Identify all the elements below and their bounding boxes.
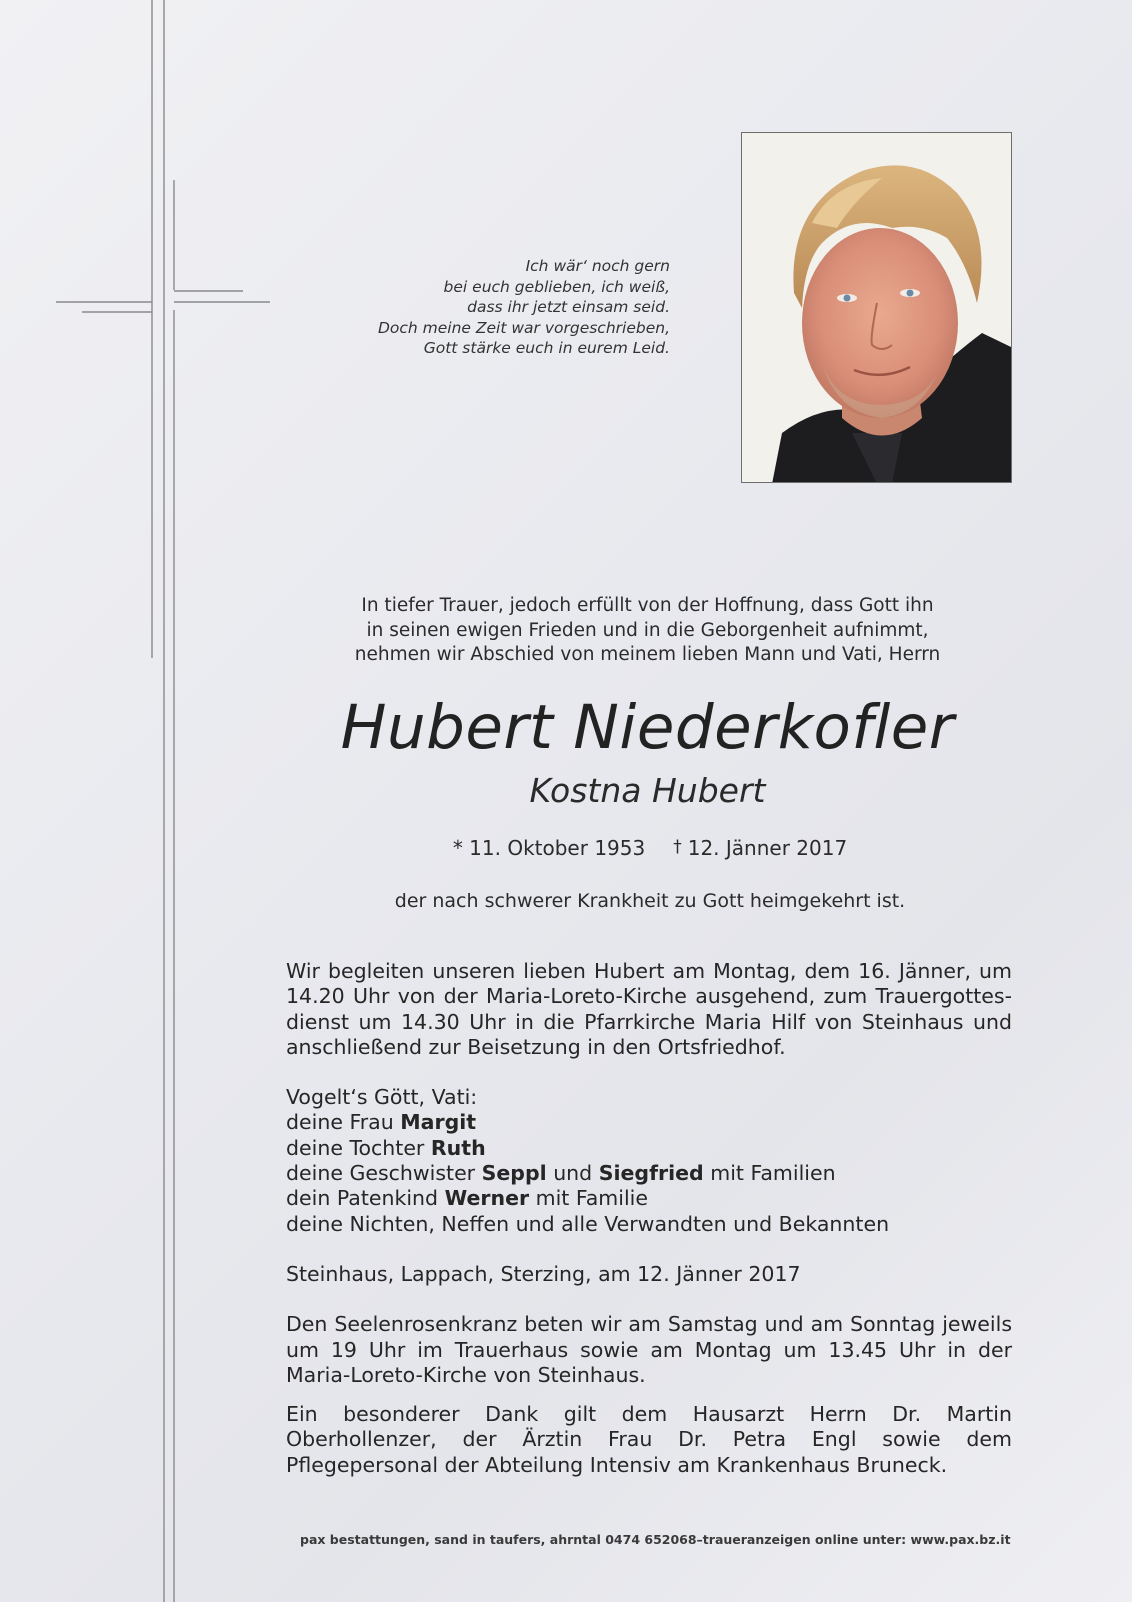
place-date: Steinhaus, Lappach, Sterzing, am 12. Jänner 2017 xyxy=(286,1261,801,1286)
poem-line: Ich wär‘ noch gern xyxy=(525,257,670,275)
intro-line: In tiefer Trauer, jedoch erfüllt von der Hoffnung, dass Gott ihn xyxy=(361,595,934,616)
poem-line: Gott stärke euch in eurem Leid. xyxy=(423,339,670,357)
mourner-name: Ruth xyxy=(430,1135,486,1160)
mourner-line: dein Patenkind Werner mit Familie xyxy=(286,1186,648,1211)
poem-line: bei euch geblieben, ich weiß, xyxy=(443,277,670,296)
intro-line: nehmen wir Abschied von meinem lieben Mann und Vati, Herrn xyxy=(354,644,941,665)
notice-body xyxy=(286,959,1012,1478)
mourner-line: deine Tochter Ruth xyxy=(286,1135,486,1160)
mourners-heading: Vogelt‘s Gött, Vati: xyxy=(286,1085,478,1110)
poem-line: Doch meine Zeit war vorgeschrieben, xyxy=(377,318,670,337)
mourner-line: deine Nichten, Neffen und alle Verwandten und Bekannten xyxy=(286,1211,890,1236)
funeral-paragraph: Wir begleiten unseren lieben Hubert am Montag, dem 16. Jänner, um 14.20 Uhr von der Maria-Loreto-Kirche ausgehend, zum Trauergottes-dienst um 14.30 Uhr in die Pfarrkirche Maria Hilf von Steinhaus und anschließend zur Beisetzung in den Ortsfriedhof. xyxy=(286,959,1012,1059)
death-date: 12. Jänner 2017 xyxy=(687,836,848,860)
deceased-name: Hubert Niederkofler xyxy=(340,692,955,763)
cross-ornament xyxy=(0,0,290,1602)
mourner-name: Werner xyxy=(444,1186,530,1211)
mourner-name: Margit xyxy=(400,1110,477,1135)
footer-imprint: pax bestattungen, sand in taufers, ahrntal 0474 652068–traueranzeigen online unter: www.pax.bz.it xyxy=(300,1532,1011,1547)
mourner-name: Siegfried xyxy=(598,1161,704,1186)
portrait-photo xyxy=(741,132,1012,483)
birth-date: * 11. Oktober 1953 xyxy=(452,836,646,860)
mourner-name: Seppl xyxy=(481,1161,547,1186)
deceased-nickname: Kostna Hubert xyxy=(529,771,766,810)
thanks-paragraph: Ein besonderer Dank gilt dem Hausarzt Herrn Dr. Martin Oberhollenzer, der Ärztin Frau Dr. Petra Engl sowie dem Pflegepersonal der Abteilung Intensiv am Krankenhaus Bruneck. xyxy=(286,1402,1012,1477)
poem xyxy=(300,256,670,359)
life-dates xyxy=(300,835,1000,863)
mourner-line: deine Geschwister Seppl und Siegfried mit Familien xyxy=(286,1161,836,1186)
rosary-paragraph: Den Seelenrosenkranz beten wir am Samstag und am Sonntag jeweils um 19 Uhr im Trauerhaus sowie am Montag um 13.45 Uhr in der Maria-Loreto-Kirche von Steinhaus. xyxy=(286,1312,1012,1387)
mourner-line: deine Frau Margit xyxy=(286,1110,477,1135)
death-cross-icon: † xyxy=(673,837,682,857)
intro-line: in seinen ewigen Frieden und in die Geborgenheit aufnimmt, xyxy=(366,619,929,641)
poem-line: dass ihr jetzt einsam seid. xyxy=(467,298,670,316)
intro-text xyxy=(280,594,1015,668)
subline: der nach schwerer Krankheit zu Gott heimgekehrt ist. xyxy=(394,890,906,912)
